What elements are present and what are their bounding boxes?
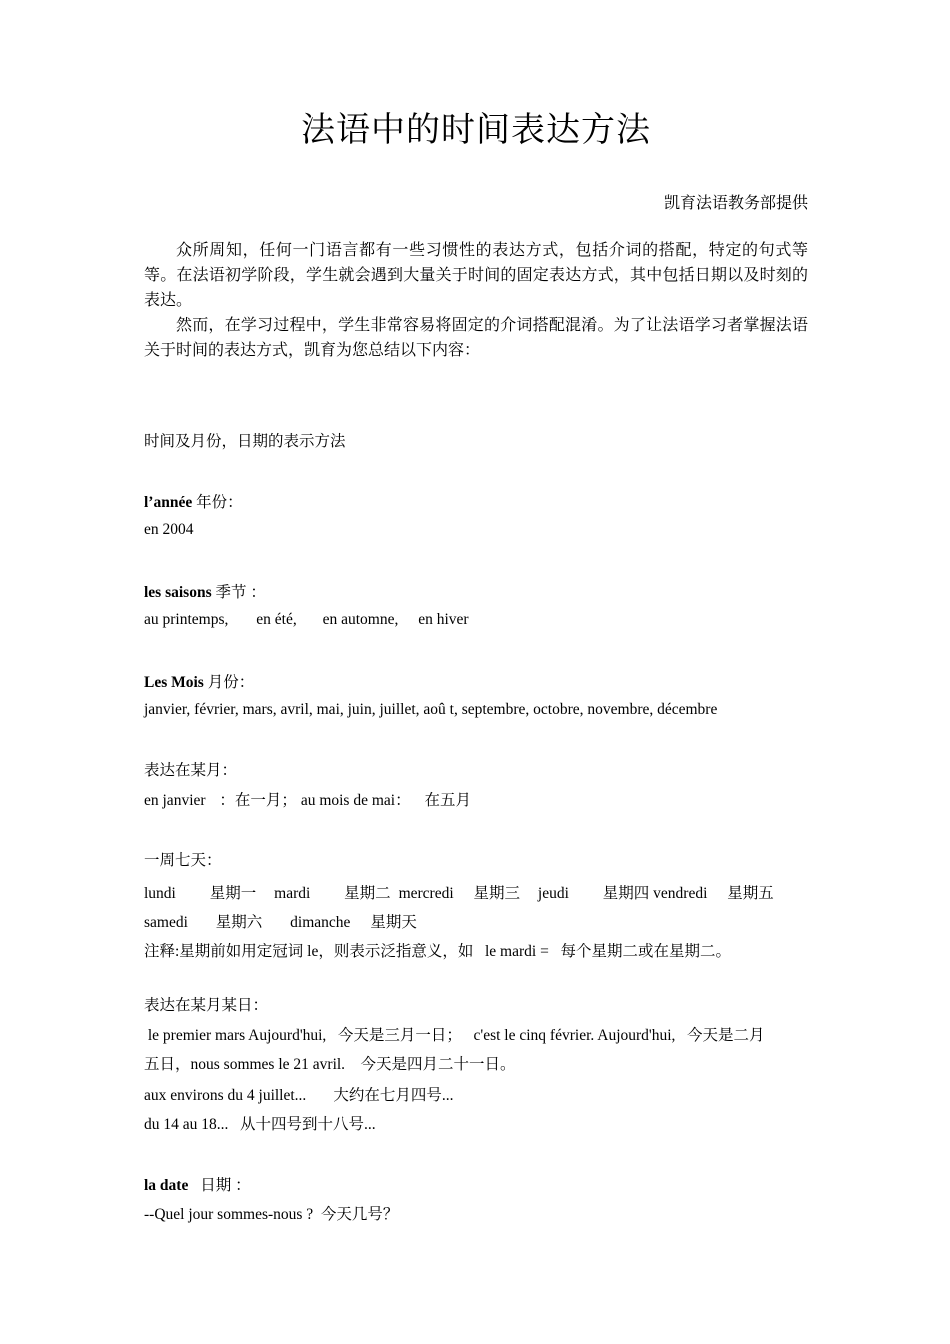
in-month-example-zh: ：在一月； [219, 792, 297, 809]
in-month-examples [144, 788, 471, 810]
weekday-zh: 星期三 [473, 885, 521, 902]
weekday-zh: 星期一 [209, 885, 257, 902]
in-month-example-fr: au mois de mai： [300, 792, 411, 809]
weekdays-row-2 [144, 910, 417, 932]
year-label-zh: 年份： [196, 494, 243, 511]
months-label-zh: 月份： [207, 674, 255, 691]
season-item: en été, [256, 611, 297, 628]
weekday-fr: dimanche [290, 914, 351, 931]
seasons-label-zh: 季节 ： [215, 584, 266, 601]
weekday-fr: lundi [144, 885, 176, 902]
weekday-fr: samedi [144, 914, 188, 931]
weekday-zh: 星期五 [727, 885, 774, 902]
week-heading: 一周七天： [144, 852, 222, 869]
in-month-heading: 表达在某月： [144, 762, 238, 779]
date-label-zh: 日期 ： [200, 1177, 251, 1194]
in-month-example-fr: en janvier [144, 792, 206, 809]
year-example: en 2004 [144, 521, 194, 538]
weekday-fr: vendredi [653, 885, 708, 902]
date-heading [144, 1173, 251, 1195]
day-heading: 表达在某月某日： [144, 997, 269, 1014]
in-month-example-zh: 在五月 [424, 792, 471, 809]
credit-line: 凯育法语教务部提供 [663, 195, 808, 212]
weekday-fr: jeudi [537, 885, 569, 902]
day-example-line-4: du 14 au 18... 从十四号到十八号... [144, 1116, 376, 1133]
seasons-label-fr: les saisons [144, 584, 212, 601]
day-example-line-2: 五日，nous sommes le 21 avril. 今天是四月二十一日。 [144, 1056, 516, 1073]
day-example-line-3: aux environs du 4 juillet... 大约在七月四号... [144, 1087, 454, 1104]
weekday-zh: 星期二 [344, 885, 391, 902]
date-label-fr: la date [144, 1177, 189, 1194]
intro-paragraph-1: 众所周知，任何一门语言都有一些习惯性的表达方式，包括介词的搭配，特定的句式等等。在法语初学阶段，学生就会遇到大量关于时间的固定表达方式，其中包括日期以及时刻的表达。 [144, 242, 808, 309]
months-label-fr: Les Mois [144, 674, 204, 691]
seasons-heading [144, 580, 266, 602]
months-list: janvier, février, mars, avril, mai, juin, juillet, aoû t, septembre, octobre, novembre, décembre [144, 701, 718, 718]
year-label-fr: l’année [144, 494, 193, 511]
weekday-zh: 星期六 [215, 914, 263, 931]
weekday-fr: mercredi [398, 885, 454, 902]
season-item: en hiver [418, 611, 469, 628]
season-item: au printemps, [144, 611, 229, 628]
date-question: --Quel jour sommes-nous ? 今天几号？ [144, 1206, 399, 1223]
weekday-fr: mardi [274, 885, 311, 902]
intro-paragraph-2: 然而，在学习过程中，学生非常容易将固定的介词搭配混淆。为了让法语学习者掌握法语关于时间的表达方式，凯育为您总结以下内容： [144, 317, 808, 359]
page-title: 法语中的时间表达方法 [301, 110, 651, 150]
year-heading [144, 490, 243, 512]
weekdays-row-1 [144, 881, 774, 903]
seasons-list [144, 611, 469, 629]
months-heading [144, 670, 254, 692]
season-item: en automne, [322, 611, 399, 628]
day-example-line-1: le premier mars Aujourd'hui, 今天是三月一日； c'est le cinq février. Aujourd'hui, 今天是二月 [144, 1027, 765, 1044]
weekday-zh: 星期四 [602, 885, 650, 902]
week-note: 注释:星期前如用定冠词 le，则表示泛指意义，如 le mardi = 每个星期二或在星期二。 [144, 943, 731, 960]
weekday-zh: 星期天 [370, 914, 417, 931]
section-title: 时间及月份，日期的表示方法 [144, 433, 346, 450]
